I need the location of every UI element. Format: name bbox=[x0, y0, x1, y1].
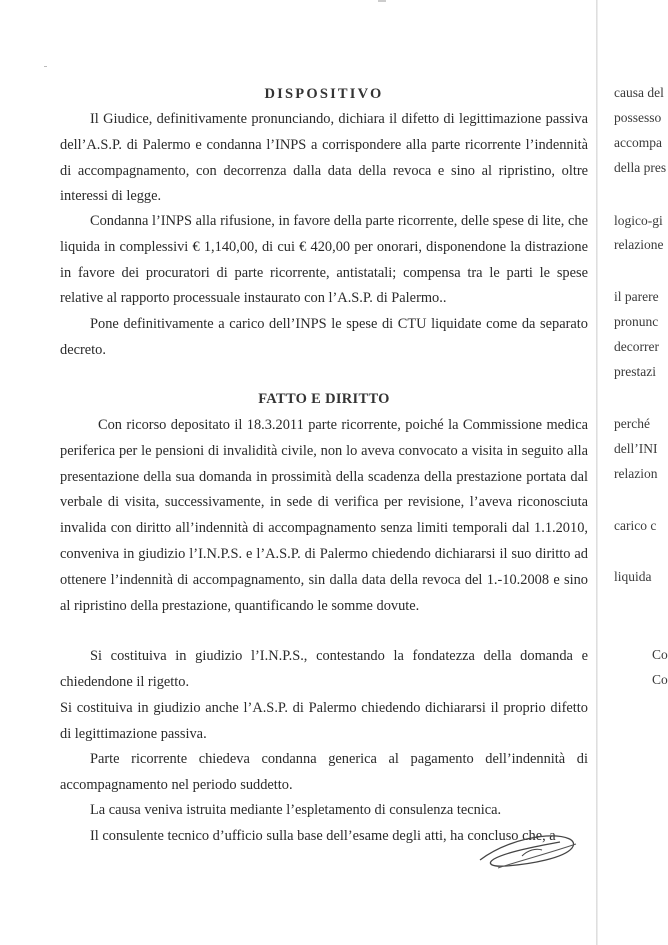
adjacent-page-fragment bbox=[602, 0, 668, 945]
side-fragment: causa del bbox=[614, 85, 664, 100]
signature-scribble bbox=[476, 826, 586, 876]
heading-fatto-e-diritto: FATTO E DIRITTO bbox=[258, 391, 390, 407]
scan-speck bbox=[44, 66, 47, 67]
side-fragment: della pres bbox=[614, 160, 667, 175]
fatto-paragraph-5: La causa veniva istruita mediante l’espletamento di consulenza tecnica. bbox=[90, 802, 502, 818]
side-fragment: Co bbox=[652, 647, 668, 662]
fatto-paragraph-1: Con ricorso depositato il 18.3.2011 parte ricorrente, poiché la Commissione medica periferica per le pensioni di invalidità civile, non lo aveva convocato a visita in seguito alla presentazione della sua domanda in prossimità della scadenza della prestazione portata dal verbale di visita, successivamente, in sede di verifica per revisione, l’aveva riconosciuta invalida con diritto all’indennità di accompagnamento senza limiti temporali dal 1.1.2010, conveniva in giudizio l’I.N.P.S. e l’A.S.P. di Palermo chiedendo dichiararsi il suo diritto ad ottenere l’indennità di accompagnamento, sin dalla data della revoca del 1.-10.2008 e sino al ripristino della prestazione, quantificando le somme dovute. bbox=[60, 417, 588, 614]
side-fragment: possesso bbox=[614, 110, 662, 125]
fatto-paragraph-3: Si costituiva in giudizio anche l’A.S.P. di Palermo chiedendo dichiararsi il proprio difetto di legittimazione passiva. bbox=[60, 700, 588, 742]
scan-speck bbox=[378, 0, 386, 2]
heading-dispositivo: DISPOSITIVO bbox=[264, 86, 384, 102]
side-fragment: carico c bbox=[614, 518, 657, 533]
side-fragment: il parere bbox=[614, 289, 659, 304]
side-fragment: accompa bbox=[614, 135, 662, 150]
dispositivo-paragraph-2: Condanna l’INPS alla rifusione, in favore della parte ricorrente, delle spese di lite, che liquida in complessivi € 1,140,00, di cui € 420,00 per onorari, disponendone la distrazione in favore dei procuratori di parte ricorrente, antistatali; compensa tra le parti le spese relative al rapporto processuale instaurato con l’A.S.P. di Palermo.. bbox=[60, 213, 588, 307]
side-fragment: dell’INI bbox=[614, 441, 658, 456]
dispositivo-paragraph-1: Il Giudice, definitivamente pronunciando, dichiara il difetto di legittimazione passiva dell’A.S.P. di Palermo e condanna l’INPS a corrispondere alla parte ricorrente l’indennità di accompagnamento, con decorrenza dalla data della revoca e sino al ripristino, oltre interessi di legge. bbox=[60, 111, 588, 205]
side-fragment: Co bbox=[652, 672, 668, 687]
side-fragment: relazione bbox=[614, 237, 664, 252]
side-fragment: relazion bbox=[614, 466, 658, 481]
fatto-paragraph-2: Si costituiva in giudizio l’I.N.P.S., contestando la fondatezza della domanda e chiedendone il rigetto. bbox=[60, 648, 588, 690]
fatto-paragraph-4: Parte ricorrente chiedeva condanna generica al pagamento dell’indennità di accompagnamento nel periodo suddetto. bbox=[60, 751, 588, 793]
side-fragment: liquida bbox=[614, 569, 652, 584]
side-fragment: perché bbox=[614, 416, 650, 431]
side-fragment: decorrer bbox=[614, 339, 659, 354]
page-edge-divider bbox=[596, 0, 598, 945]
fatto-paragraph-6: Il consulente tecnico d’ufficio sulla base dell’esame degli atti, ha concluso che, a bbox=[90, 828, 556, 844]
dispositivo-paragraph-3: Pone definitivamente a carico dell’INPS le spese di CTU liquidate come da separato decreto. bbox=[60, 316, 588, 358]
side-fragment: pronunc bbox=[614, 314, 659, 329]
side-fragment: logico-gi bbox=[614, 213, 663, 228]
side-fragment: prestazi bbox=[614, 364, 656, 379]
